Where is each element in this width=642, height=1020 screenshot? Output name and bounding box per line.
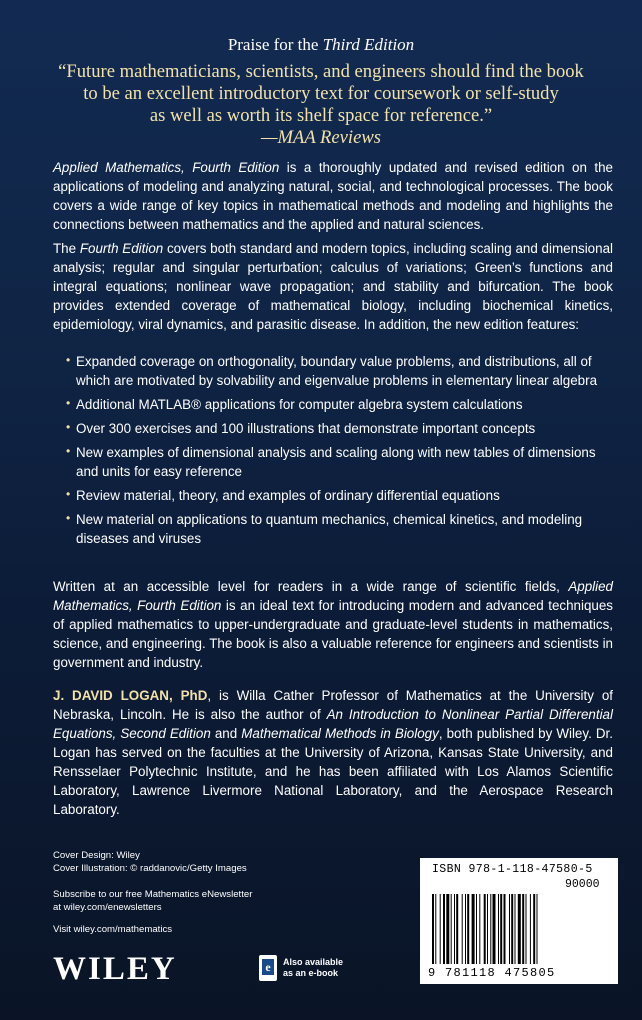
bullet-icon: •	[66, 420, 71, 434]
list-item	[66, 443, 616, 481]
other-book-title: Mathematical Methods in Biology	[241, 726, 439, 741]
book-title: Applied Mathematics, Fourth Edition	[53, 579, 613, 613]
quote-line: as well as worth its shelf space for reference.”	[149, 105, 493, 126]
author-name-text: J. DAVID LOGAN	[53, 688, 169, 703]
audience-text: is an ideal text for introducing modern and advanced techniques of applied mathematics to upper-undergraduate and graduate-level students in mathematics, science, and engineering. The book is also a valuable reference for engineers and scientists in government and industry.	[53, 598, 613, 670]
ebook-line: Also available	[283, 957, 344, 967]
praise-section	[0, 34, 642, 149]
bullet-text: Review material, theory, and examples of ordinary differential equations	[76, 488, 500, 503]
intro-paragraph	[53, 158, 613, 234]
audience-lead: Written at an accessible level for readers in a wide range of scientific fields,	[53, 579, 569, 594]
author-degree: , PhD	[168, 688, 208, 703]
intro-text: is a thoroughly updated and revised edition on the applications of modeling and analyzing natural, social, and technological processes. The book covers a wide range of key topics in mathematical methods and modeling and highlights the connections between mathematics and the applied and natural sciences.	[53, 160, 613, 232]
book-title: Applied Mathematics, Fourth Edition	[53, 160, 280, 175]
bullet-text: Expanded coverage on orthogonality, boundary value problems, and distributions, all of which are motivated by solvability and eigenvalue problems in elementary linear algebra	[76, 354, 598, 388]
ebook-icon: e	[259, 955, 277, 981]
bullet-text: New examples of dimensional analysis and scaling along with new tables of dimensions and units for easy reference	[76, 445, 596, 479]
price-code: 90000	[565, 878, 600, 891]
cover-illustration-credit: Cover Illustration: © raddanovic/Getty Images	[53, 863, 247, 874]
bullet-text: Over 300 exercises and 100 illustrations that demonstrate important concepts	[76, 421, 536, 436]
review-quote	[0, 61, 642, 127]
bullet-text: New material on applications to quantum mechanics, chemical kinetics, and modeling diseases and viruses	[76, 512, 583, 546]
bullet-icon: •	[66, 487, 71, 501]
author-name	[53, 688, 207, 703]
bio-text: , is Willa Cather Professor of Mathematics at the University of Nebraska, Lincoln. He is also the author of	[53, 688, 613, 722]
coverage-paragraph	[53, 239, 613, 334]
newsletter-link[interactable]: at wiley.com/enewsletters	[53, 902, 162, 913]
barcode-bars	[432, 894, 608, 964]
ebook-line: as an e-book	[283, 968, 339, 978]
quote-line: to be an excellent introductory text for coursework or self-study	[83, 83, 559, 104]
bullet-text: Additional MATLAB® applications for computer algebra system calculations	[76, 397, 523, 412]
bio-text: , both published by Wiley. Dr. Logan has served on the faculties at the University of Arizona, Kansas State University, and Rensselaer Polytechnic Institute, and he has been affiliated with Los Alamos Scientific Laboratory, Lawrence Livermore National Laboratory, and the Aerospace Research Laboratory.	[53, 726, 613, 817]
bio-text: and	[210, 726, 242, 741]
praise-heading	[0, 34, 642, 56]
coverage-text: covers both standard and modern topics, including scaling and dimensional analysis; regular and singular perturbation; calculus of variations; Green’s functions and integral equations; nonlinear wave propagation; and stability and bifurcation. The book provides extended coverage of mathematical biology, including biochemical kinetics, epidemiology, viral dynamics, and parasitic disease. In addition, the new edition features:	[53, 241, 614, 332]
edition-italic: Fourth Edition	[79, 241, 164, 256]
other-book-title: An Introduction to Nonlinear Partial Differential Equations, Second Edition	[53, 707, 613, 741]
list-item	[66, 352, 616, 390]
bullet-icon: •	[66, 353, 71, 367]
cover-design-credit: Cover Design: Wiley	[53, 850, 140, 861]
ebook-note	[283, 957, 343, 979]
list-item	[66, 395, 616, 414]
barcode	[420, 858, 618, 984]
bullet-icon: •	[66, 511, 71, 525]
features-list	[66, 352, 616, 553]
quote-source: —MAA Reviews	[261, 127, 381, 148]
audience-paragraph	[53, 577, 613, 672]
cover-credits	[53, 849, 247, 875]
praise-prefix: Praise for the	[227, 35, 323, 54]
list-item	[66, 510, 616, 548]
newsletter-note	[53, 888, 252, 914]
ean-number: 9 781118 475805	[428, 966, 556, 980]
visit-link[interactable]: Visit wiley.com/mathematics	[53, 924, 173, 935]
list-item	[66, 419, 616, 438]
bullet-icon: •	[66, 396, 71, 410]
newsletter-line: Subscribe to our free Mathematics eNewsletter	[53, 889, 253, 900]
list-item	[66, 486, 616, 505]
coverage-lead: The	[53, 241, 80, 256]
quote-line: “Future mathematicians, scientists, and engineers should find the book	[58, 61, 584, 82]
wiley-logo: WILEY	[53, 951, 177, 987]
praise-edition: Third Edition	[322, 35, 415, 54]
author-bio	[53, 686, 613, 819]
bullet-icon: •	[66, 444, 71, 458]
isbn-text: ISBN 978-1-118-47580-5	[432, 863, 593, 876]
